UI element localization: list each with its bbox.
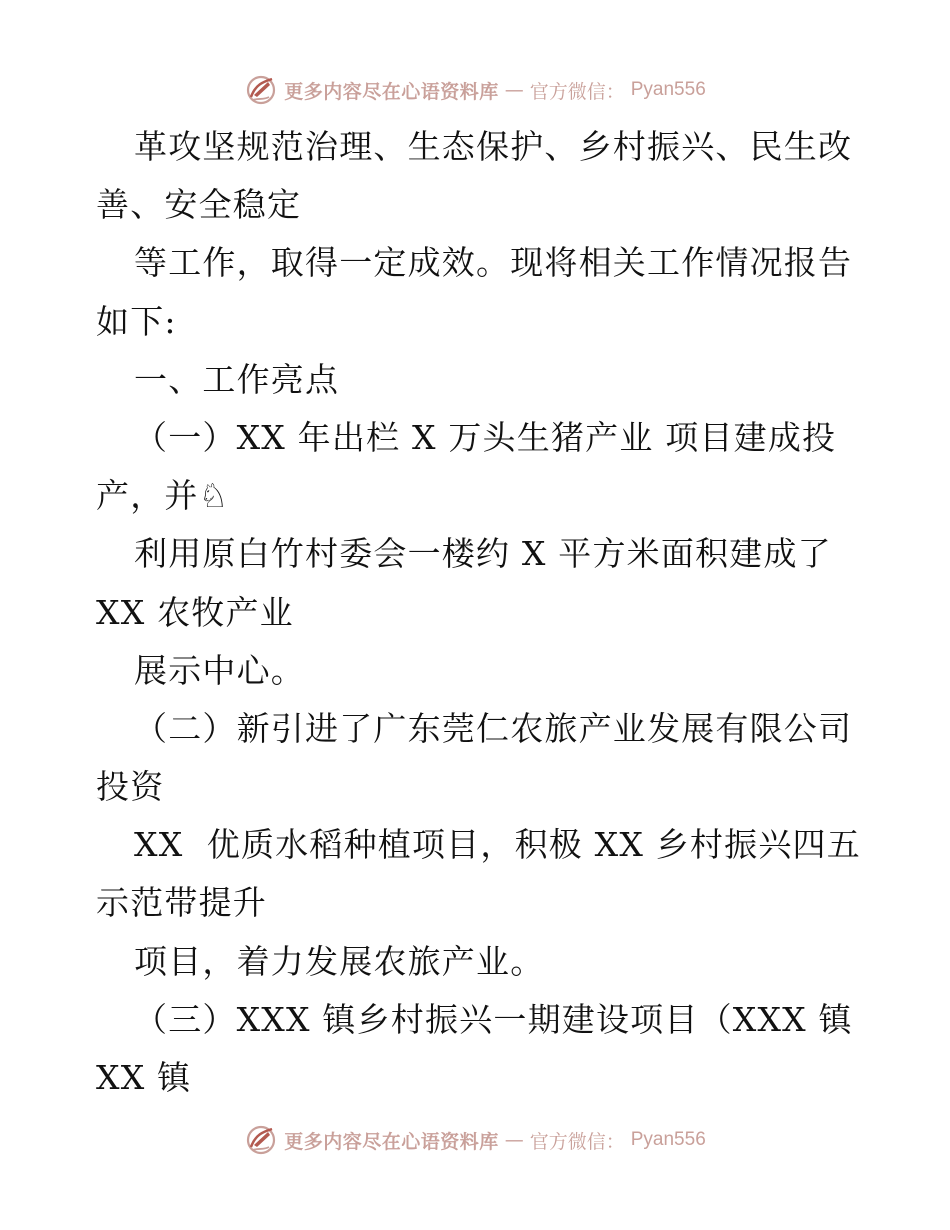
text-line: XX 优质水稻种植项目，积极 XX 乡村振兴四五 [134, 825, 861, 865]
text-line: 示范带提升 [96, 883, 267, 923]
banner-wechat-id: Pyan556 [630, 1129, 706, 1150]
footer-banner [0, 1120, 950, 1160]
banner-title: 更多内容尽在心语资料库 [284, 1130, 499, 1153]
banner-wechat-label: 官方微信： [529, 1130, 625, 1153]
text-line: 项目，着力发展农旅产业。 [134, 941, 545, 981]
quill-swirl-logo-icon [244, 1123, 278, 1157]
text-line: 投资 [96, 767, 165, 807]
text-line: （一）XX 年出栏 X 万头生猪产业 项目建成投 [134, 417, 837, 457]
header-banner [0, 70, 950, 110]
text-line: XX 镇 [96, 1058, 192, 1097]
text-line: 等工作，取得一定成效。现将相关工作情况报告 [134, 243, 853, 283]
text-line: 一、工作亮点 [134, 359, 340, 399]
banner-wechat-label: 官方微信： [529, 80, 625, 103]
text-line: 展示中心。 [134, 650, 305, 690]
document-body [96, 118, 866, 1107]
text-line: （三）XXX 镇乡村振兴一期建设项目（XXX 镇 [134, 999, 853, 1039]
text-line: 利用原白竹村委会一楼约 X 平方米面积建成了 [134, 534, 832, 574]
text-line: 如下: [96, 301, 177, 341]
text-line: 产，并♘ [96, 476, 230, 516]
text-line: 革攻坚规范治理、生态保护、乡村振兴、民生改 [134, 127, 853, 166]
banner-title: 更多内容尽在心语资料库 [284, 80, 499, 103]
text-line: XX 农牧产业 [96, 592, 294, 632]
text-line: （二）新引进了广东莞仁农旅产业发展有限公司 [134, 708, 853, 748]
quill-swirl-logo-icon [244, 73, 278, 107]
banner-separator: — [504, 79, 524, 101]
banner-separator: — [504, 1129, 524, 1151]
banner-wechat-id: Pyan556 [630, 79, 706, 100]
text-line: 善、安全稳定 [96, 185, 302, 225]
